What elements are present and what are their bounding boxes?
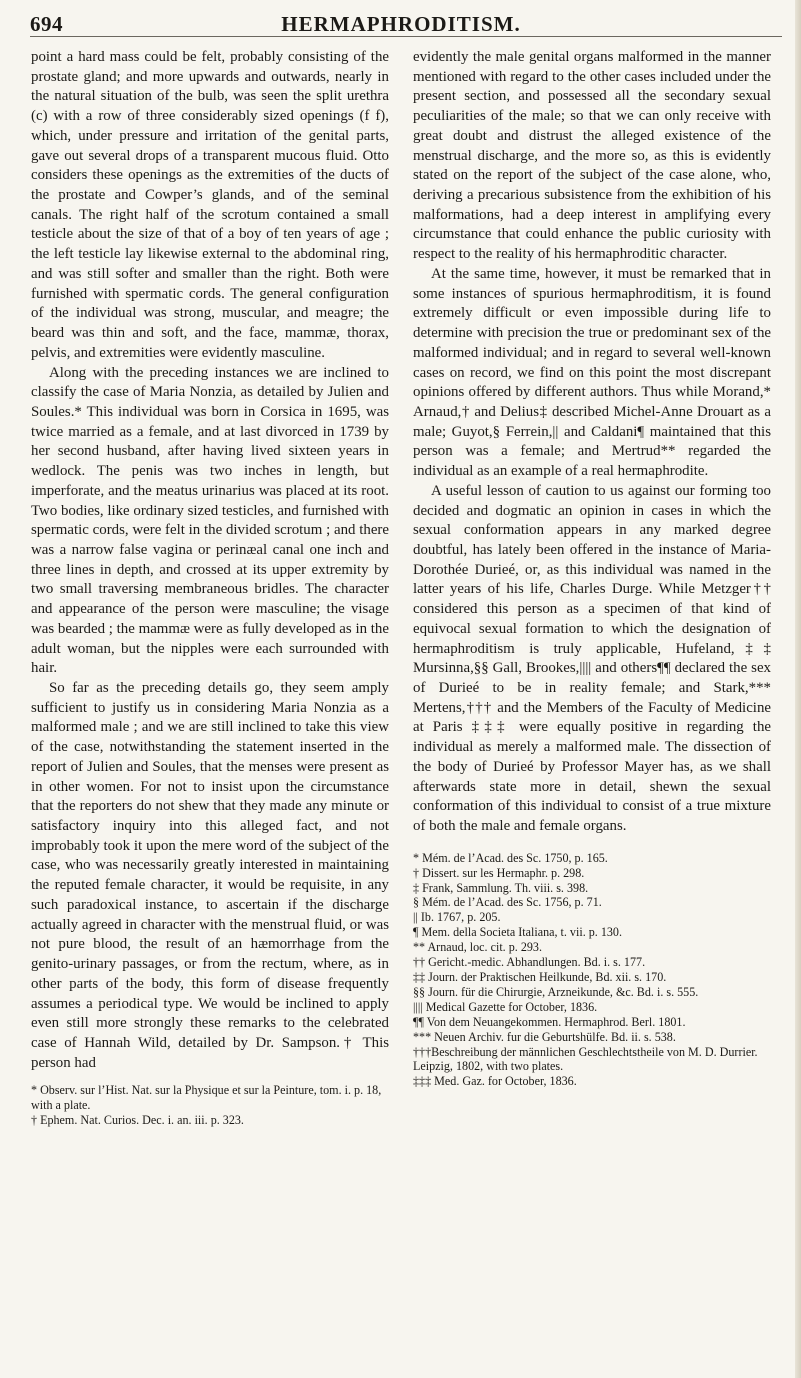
paragraph: A useful lesson of caution to us against our forming too decided and dogmatic an opinion in cases in which the sexual conformation appears in any marked degree doubtful, has lately been offered in the instance of Maria-Dorothée Durieé, or, as this individual was named in the latter years of his life, Charles Durge. While Metzger†† considered this person as a specimen of that kind of equivocal sexual formation to which the designation of hermaphroditism is truly applicable, Hufeland,‡‡ Mursinna,§§ Gall, Brookes,|||| and others¶¶ declared the sex of Durieé to be in reality female; and Stark,*** Mertens,††† and the Members of the Faculty of Medicine at Paris ‡‡‡ were equally positive in regarding the individual as merely a malformed male. The dissection of the body of Durieé by Professor Mayer has, as we shall afterwards state more in detail, shewn the sexual conformation of this individual to consist of a true mixture of both the male and female organs. bbox=[413, 482, 771, 835]
footnote: † Ephem. Nat. Curios. Dec. i. an. iii. p. 323. bbox=[31, 1113, 244, 1128]
page-edge bbox=[795, 0, 801, 1378]
footnote: ** Arnaud, loc. cit. p. 293. bbox=[413, 940, 542, 955]
page-number: 694 bbox=[30, 12, 63, 36]
paragraph: Along with the preceding instances we are inclined to classify the case of Maria Nonzia, as detailed by Julien and Soules.* This individual was born in Corsica in 1695, was twice married as a female, and at last divorced in 1739 by her second husband, after having lived sixteen years in wedlock. The penis was two inches in length, but imperforate, and the meatus urinarius was placed at its root. Two bodies, like ordinary sized testicles, and furnished with spermatic cords, were felt in the divided scrotum ; and there was a narrow false vagina or perinæal canal one inch and three lines in depth, and crossed at its upper extremity by two small traversing membraneous bridles. The character and appearance of the person were masculine; the visage was bearded ; the mammæ were as fully developed as in the adult woman, but the nipples were each surrounded with hair. bbox=[31, 364, 389, 677]
footnote: † Dissert. sur les Hermaphr. p. 298. bbox=[413, 865, 585, 880]
footnote: *** Neuen Archiv. fur die Geburtshülfe. Bd. ii. s. 538. bbox=[413, 1029, 676, 1044]
footnote: * Observ. sur l’Hist. Nat. sur la Physique et sur la Peinture, tom. i. p. 18, with a plate. bbox=[31, 1083, 382, 1113]
footnote: § Mém. de l’Acad. des Sc. 1756, p. 71. bbox=[413, 895, 602, 910]
footnote: ‡ Frank, Sammlung. Th. viii. s. 398. bbox=[413, 880, 589, 895]
footnote: ‡‡‡ Med. Gaz. for October, 1836. bbox=[413, 1074, 577, 1089]
page-header bbox=[30, 10, 772, 42]
footnotes bbox=[31, 1083, 389, 1128]
footnote: ¶ Mem. della Societa Italiana, t. vii. p. 130. bbox=[413, 925, 623, 940]
paragraph: So far as the preceding details go, they seem amply sufficient to justify us in considering Maria Nonzia as a malformed male ; and we are still inclined to take this view of the case, notwithstanding the statement inserted in the report of Julien and Soules, that the menses were present as in other women. For not to insist upon the circumstance that the reporters do not shew that they made any minute or satisfactory inquiry into this alleged fact, and not improbably took it upon the mere word of the subject of the case, who was necessarily greatly interested in maintaining the reputed female character, it would be requisite, in any such paradoxical instance, to ascertain if the discharge actually agreed in character with the menstrual fluid, or was not pure blood, the result of an hæmorrhage from the genito-urinary passages, or from the rectum, where, as in other parts of the body, this form of disease frequently assumes a periodical type. We would be inclined to apply even still more strongly these remarks to the celebrated case of Hannah Wild, detailed by Dr. Sampson.† This person had bbox=[31, 680, 389, 1071]
footnote: || Ib. 1767, p. 205. bbox=[413, 910, 501, 925]
footnote: |||| Medical Gazette for October, 1836. bbox=[413, 999, 598, 1014]
footnote: ‡‡ Journ. der Praktischen Heilkunde, Bd. xii. s. 170. bbox=[413, 970, 667, 984]
paragraph: point a hard mass could be felt, probably consisting of the prostate gland; and more upwards and outwards, nearly in the natural situation of the bulb, was seen the split urethra (c) with a row of three considerably sized openings (f f), which, under pressure and irritation of the genital parts, gave out several drops of a transparent mucous fluid. Otto considers these openings as the extremities of the ducts of the prostate and Cowper’s glands, and of the seminal canals. The right half of the scrotum contained a small testicle about the size of that of a boy of ten years of age ; the left testicle lay likewise external to the abdominal ring, and was still softer and smaller than the right. Both were furnished with spermatic cords. The general configuration of the individual was strong, muscular, and meagre; the beard was thin and soft, and the face, mammæ, thorax, pelvis, and extremities were evidently masculine. bbox=[31, 49, 389, 361]
running-title: HERMAPHRODITISM. bbox=[281, 12, 521, 36]
footnote: ¶¶ Von dem Neuangekommen. Hermaphrod. Berl. 1801. bbox=[413, 1014, 686, 1029]
paragraph: evidently the male genital organs malformed in the manner mentioned with regard to the other cases included under the present section, and possessed all the secondary sexual peculiarities of the male; so that we can only receive with great doubt and distrust the alleged existence of the menstrual discharge, and the more so, as this is evidently stated on the report of the subject of the case alone, who, deriving a precarious subsistence from the exhibition of his malformations, had a deep interest in amplifying every circumstance that could enhance the public curiosity with respect to the reality of his hermaphroditic character. bbox=[413, 49, 771, 263]
left-column bbox=[31, 48, 389, 1128]
footnotes bbox=[413, 851, 771, 1090]
footnote: †† Gericht.-medic. Abhandlungen. Bd. i. s. 177. bbox=[413, 955, 646, 970]
footnote: * Mém. de l’Acad. des Sc. 1750, p. 165. bbox=[413, 850, 608, 865]
header-rule bbox=[30, 36, 782, 37]
paragraph: At the same time, however, it must be remarked that in some instances of spurious hermaphroditism, it is found extremely difficult or even impossible during life to determine with precision the true or predominant sex of the malformed individual; and in regard to several well-known cases on record, we find on this point the most discrepant opinions offered by different authors. Thus while Morand,* Arnaud,† and Delius‡ described Michel-Anne Drouart as a male; Guyot,§ Ferrein,|| and Caldani¶ maintained that this person was a female; and Mertrud** regarded the individual as an example of a real hermaphrodite. bbox=[413, 265, 771, 480]
right-column bbox=[413, 48, 771, 1089]
footnote: †††Beschreibung der männlichen Geschlechtstheile von M. D. Durrier. Leipzig, 1802, with two plates. bbox=[413, 1044, 758, 1074]
footnote: §§ Journ. für die Chirurgie, Arzneikunde, &c. Bd. i. s. 555. bbox=[413, 984, 699, 999]
